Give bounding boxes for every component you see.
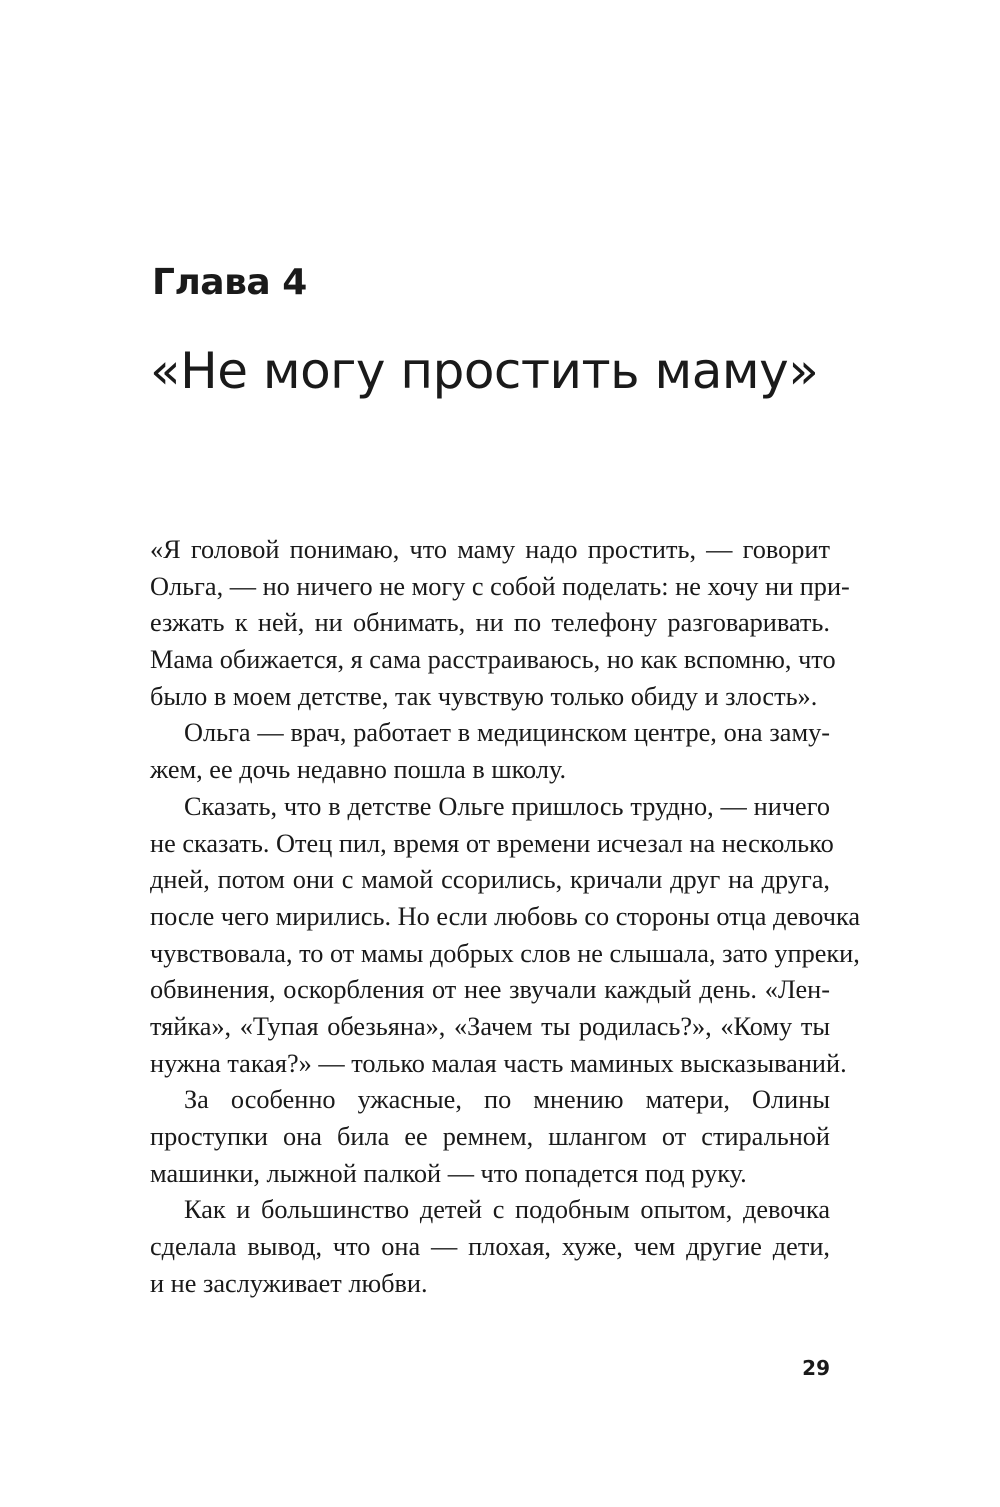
text-line: дней, потом они с мамой ссорились, кричали друг на друга, [150,865,830,895]
text-line: машинки, лыжной палкой — что попадется под руку. [150,1158,747,1188]
text-line: «Я головой понимаю, что маму надо простить, — говорит [150,535,830,564]
text-line: За особенно ужасные, по мнению матери, Олины [184,1085,830,1115]
text-line: не сказать. Отец пил, время от времени исчезал на несколько [150,828,834,858]
text-line: сделала вывод, что она — плохая, хуже, чем другие дети, [150,1232,830,1262]
paragraph-4 [150,1082,830,1192]
text-line: и не заслуживает любви. [150,1268,428,1298]
text-line: езжать к ней, ни обнимать, ни по телефону разговаривать. [150,608,830,638]
text-line: обвинения, оскорбления от нее звучали каждый день. «Лен- [150,975,830,1005]
paragraph-5 [150,1192,830,1302]
text-line: Как и большинство детей с подобным опытом, девочка [184,1195,830,1225]
paragraph-1 [150,532,850,715]
text-line: после чего мирились. Но если любовь со стороны отца девочка [150,901,860,931]
page-number: 29 [802,1356,830,1380]
text-line: тяйка», «Тупая обезьяна», «Зачем ты родилась?», «Кому ты [150,1011,830,1041]
text-line: было в моем детстве, так чувствую только обиду и злость». [150,681,818,711]
text-line: чувствовала, то от мамы добрых слов не слышала, зато упреки, [150,938,860,968]
text-line: жем, ее дочь недавно пошла в школу. [150,755,567,785]
chapter-title: «Не могу простить маму» [150,342,819,400]
chapter-label: Глава 4 [152,262,307,303]
paragraph-3 [150,789,860,1083]
text-line: нужна такая?» — только малая часть маминых высказываний. [150,1048,847,1078]
text-line: Сказать, что в детстве Ольге пришлось трудно, — ничего [184,791,830,821]
text-line: проступки она била ее ремнем, шлангом от стиральной [150,1122,830,1151]
text-line: Ольга, — но ничего не могу с собой поделать: не хочу ни при- [150,571,850,601]
text-line: Ольга — врач, работает в медицинском центре, она заму- [184,718,830,748]
paragraph-2 [150,715,830,788]
text-line: Мама обижается, я сама расстраиваюсь, но как вспомню, что [150,645,836,675]
body-text [150,532,860,1302]
